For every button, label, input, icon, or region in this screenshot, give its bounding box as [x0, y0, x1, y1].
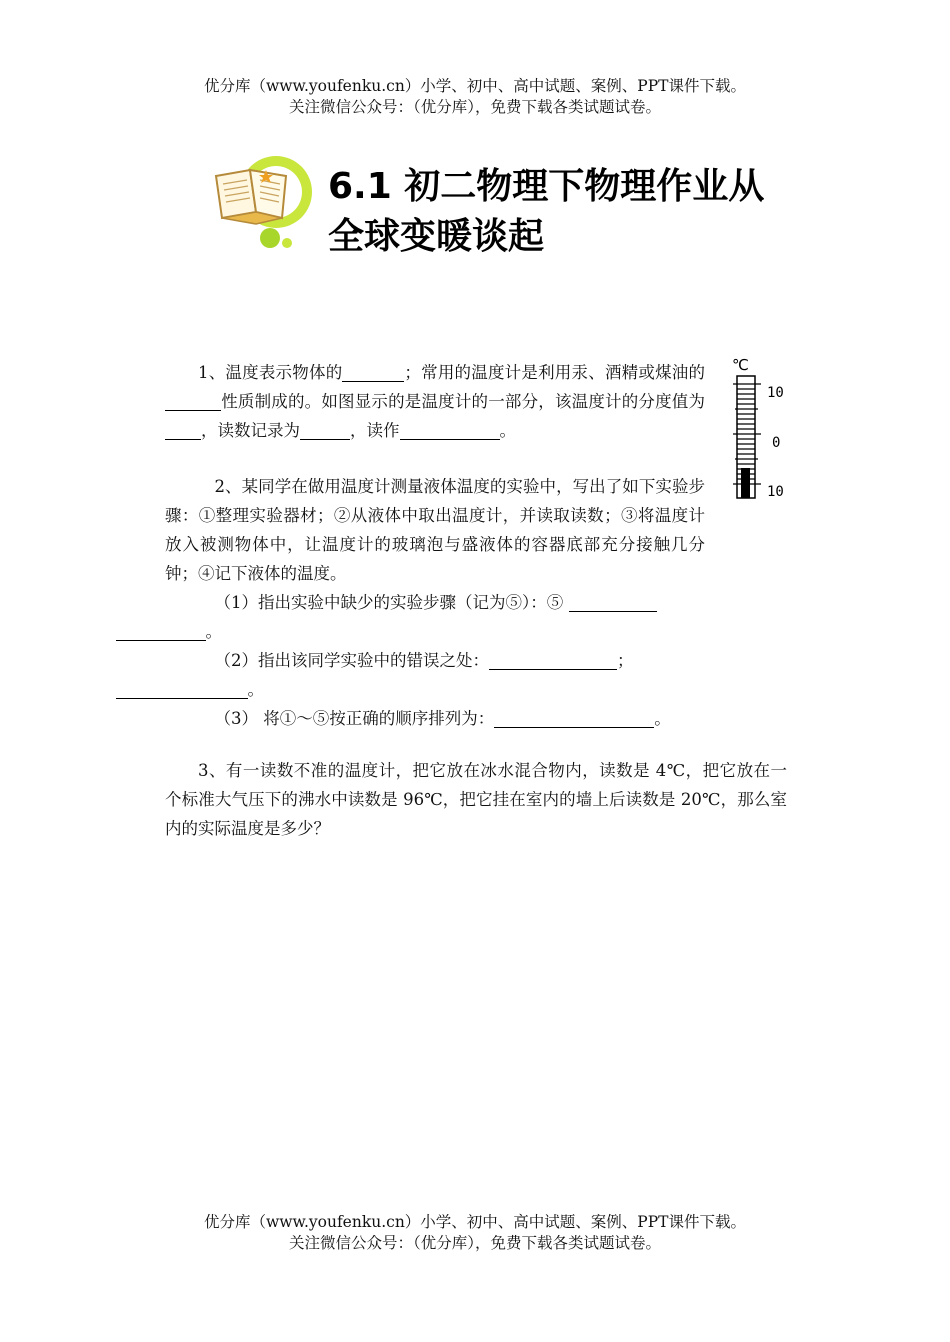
q2-intro: 2、某同学在做用温度计测量液体温度的实验中，写出了如下实验步骤：①整理实验器材；②从液体中取出温度计，并读取读数；③将温度计放入被测物体中，让温度计的玻璃泡与盛液体的容器底部充分接触几分钟；④记下液体的温度。: [165, 477, 705, 583]
q1-text-6: 。: [499, 421, 516, 440]
open-book-logo-icon: [210, 154, 318, 254]
q2-sub-1-end: 。: [205, 622, 222, 641]
question-1: [165, 358, 705, 445]
page-title: [328, 162, 808, 262]
question-3: 3、有一读数不准的温度计，把它放在冰水混合物内，读数是 4℃，把它放在一个标准大气压下的沸水中读数是 96℃，把它挂在室内的墙上后读数是 20℃，那么室内的实际温度是多少？: [165, 761, 787, 838]
q1-text-3: 性质制成的。如图显示的是温度计的一部分，该温度计的分度值为: [221, 392, 705, 411]
q2-sub-3: [165, 704, 787, 733]
answer-blank[interactable]: [342, 363, 404, 382]
q2-sub-3-label: （3） 将①～⑤按正确的顺序排列为：: [214, 709, 495, 728]
title-line-1: 6.1 初二物理下物理作业从: [328, 166, 765, 207]
q1-text-2: ；常用的温度计是利用汞、酒精或煤油的: [404, 363, 706, 382]
thermometer-unit-label: ℃: [732, 356, 749, 374]
thermometer-label-bottom: 10: [767, 484, 784, 500]
answer-blank[interactable]: [300, 421, 350, 440]
answer-blank[interactable]: [489, 651, 617, 670]
footer-line-2: 关注微信公众号：（优分库），免费下载各类试题试卷。: [288, 1234, 661, 1252]
q2-sub-2: [165, 646, 787, 704]
q2-sub-1-label: （1）指出实验中缺少的实验步骤（记为⑤）：⑤: [214, 593, 564, 612]
q1-text-4: ，读数记录为: [201, 421, 300, 440]
answer-blank[interactable]: [116, 622, 206, 641]
q2-sub-2-label: （2）指出该同学实验中的错误之处：: [214, 651, 489, 670]
q1-text-1: 1、温度表示物体的: [198, 363, 343, 382]
q2-sub-2-sep: ；: [617, 651, 634, 670]
header-line-1: 优分库（www.youfenku.cn）小学、初中、高中试题、案例、PPT课件下载。: [203, 77, 747, 95]
footer-line-1: 优分库（www.youfenku.cn）小学、初中、高中试题、案例、PPT课件下载。: [203, 1213, 747, 1231]
question-2: [165, 472, 787, 733]
q2-sub-3-end: 。: [654, 709, 671, 728]
answer-blank[interactable]: [400, 421, 500, 440]
answer-blank[interactable]: [116, 680, 248, 699]
thermometer-label-top: 10: [767, 385, 784, 401]
answer-blank[interactable]: [569, 593, 657, 612]
answer-blank[interactable]: [165, 421, 201, 440]
page-header: [0, 76, 950, 118]
thermometer-label-mid: 0: [772, 435, 781, 451]
header-line-2: 关注微信公众号：（优分库），免费下载各类试题试卷。: [288, 98, 661, 116]
q2-sub-1: [165, 588, 787, 646]
answer-blank[interactable]: [165, 392, 221, 411]
answer-blank[interactable]: [494, 709, 654, 728]
page-footer: [0, 1212, 950, 1254]
q2-sub-2-end: 。: [247, 680, 264, 699]
q1-text-5: ，读作: [350, 421, 400, 440]
title-line-2: 全球变暖谈起: [328, 216, 545, 257]
